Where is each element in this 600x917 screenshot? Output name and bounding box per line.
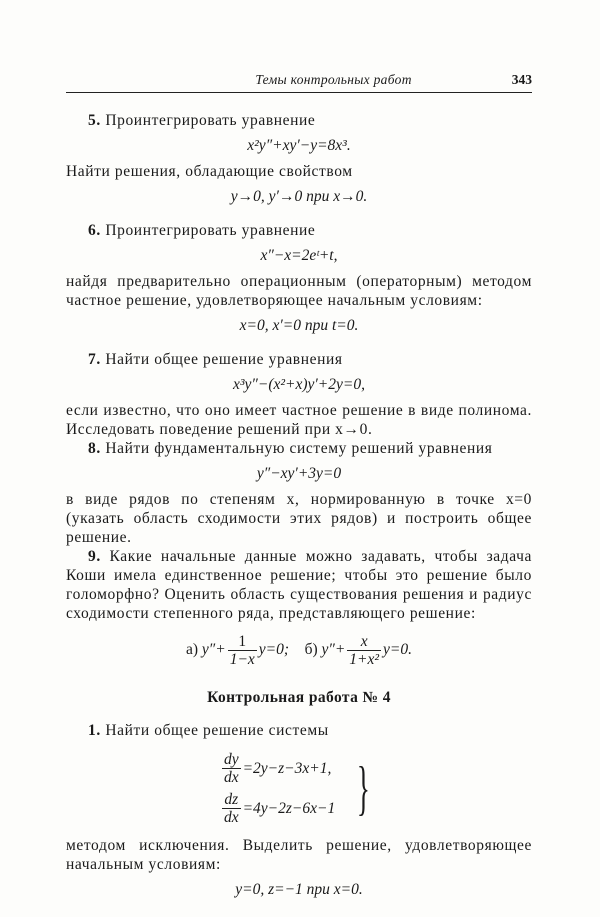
problem-5-statement [66,111,532,130]
system-equation-1: $\frac{dy}{dx}$ =2y−z−3x+1, [223,750,332,786]
case-b-label: б) [304,641,318,659]
section-problem-1-statement [66,721,532,740]
page [66,70,532,906]
problem-text: Проинтегрировать уравнение [105,112,316,129]
problem-text: Проинтегрировать уравнение [105,222,316,239]
right-brace: } [357,755,371,821]
problem-number: 7. [88,351,101,368]
problem-6-statement [66,221,532,240]
problem-number: 9. [88,548,101,565]
formula: x″−x=2eᵗ+t, [260,247,338,264]
problem-text: если известно, что оно имеет частное решение в виде полинома. Исследовать поведение решений при x→0. [66,402,532,438]
running-header [66,70,532,93]
page-number: 343 [511,72,532,87]
problem-text: найдя предварительно операционным (операторным) методом частное решение, удовлетворяющее начальным условиям: [66,273,532,309]
problem-9-statement [66,547,532,623]
system-equation-2: $\frac{dz}{dx}$ =4y−2z−6x−1 [223,790,336,826]
problem-number: 6. [88,222,101,239]
problem-text: Какие начальные данные можно задавать, чтобы задача Коши имела единственное решение; чтобы это решение было голоморфно? Оценить область существования решения и радиус сходимости степенного ряда, представляющего решение: [66,548,532,622]
equation-system [66,748,532,828]
problem-text: Найти фундаментальную систему решений уравнения [105,440,493,457]
problem-7-statement [66,350,532,369]
problem-text: Найти общее решение уравнения [105,351,343,368]
problem-text: Найти решения, обладающие свойством [66,163,353,180]
section-title: Контрольная работа № 4 [207,689,391,706]
formula: x²y″+xy′−y=8x³. [247,137,351,154]
problem-number: 1. [88,722,101,739]
fraction: $\frac{1}{1-x}$ [229,633,255,668]
problem-8-statement [66,439,532,458]
formula: x=0, x′=0 при t=0. [239,317,359,334]
problem-text: в виде рядов по степеням x, нормированную в точке x=0 (указать область сходимости этих рядов) и построить общее решение. [66,491,532,546]
case-a-post: y=0; [258,641,290,659]
case-b-post: y=0. [383,641,413,659]
running-title: Темы контрольных работ [255,72,412,87]
case-b-pre: y″+ [321,641,346,659]
case-a-label: а) [185,641,199,659]
problem-number: 8. [88,440,101,457]
formula: x³y″−(x²+x)y′+2y=0, [233,376,365,393]
formula: y=0, z=−1 при x=0. [235,881,363,898]
formula-cases [66,633,532,668]
problem-text: методом исключения. Выделить решение, удовлетворяющее начальным условиям: [66,837,532,873]
problem-text: Найти общее решение системы [105,722,329,739]
formula: y→0, y′→0 при x→0. [230,188,368,205]
case-a-pre: y″+ [201,641,226,659]
formula: y″−xy′+3y=0 [256,465,342,482]
problem-number: 5. [88,112,101,129]
fraction: $\frac{x}{\text{1+x²}}$ [349,633,380,668]
